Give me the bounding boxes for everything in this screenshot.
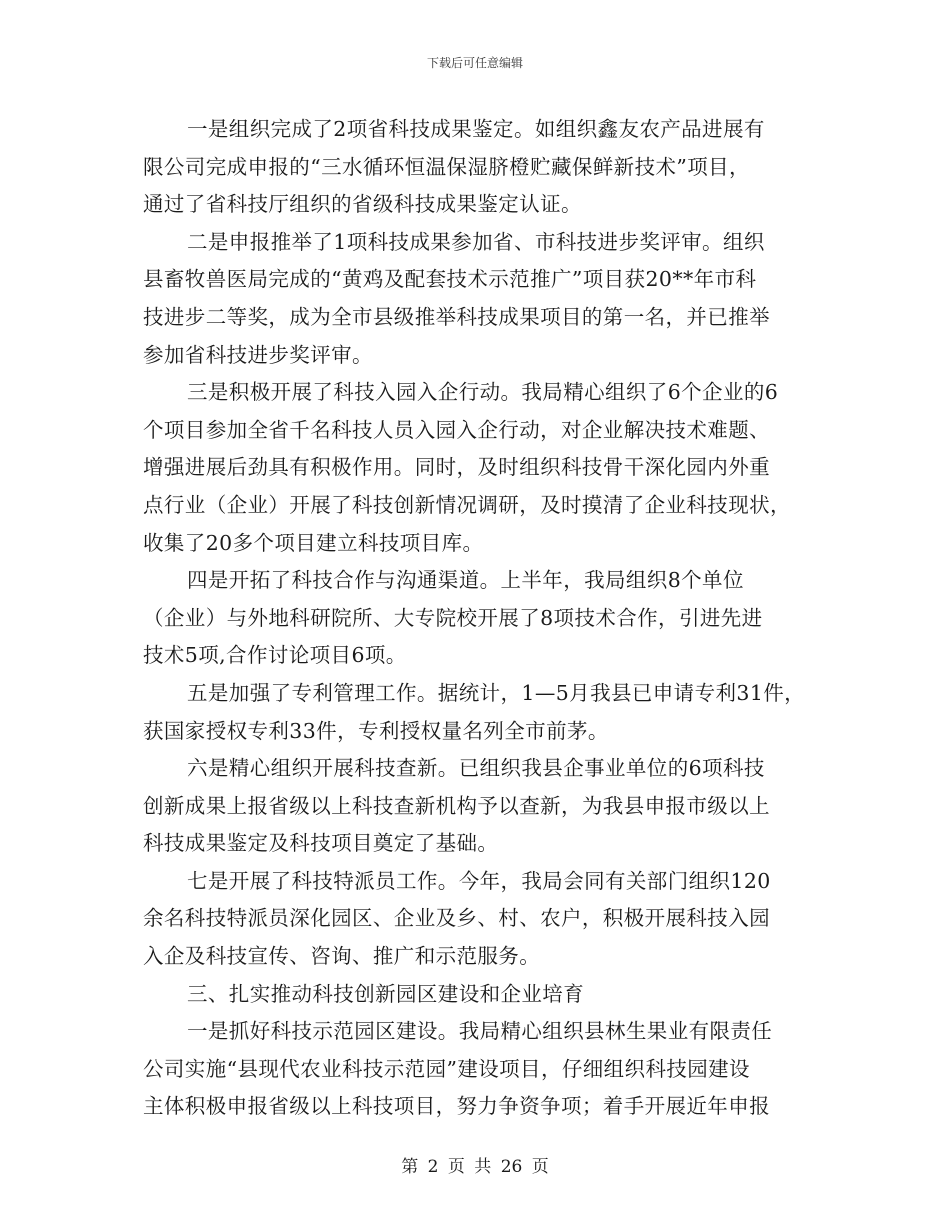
text-line: 增强进展后劲具有积极作用。同时，及时组织科技骨干深化园内外重 [143,455,770,480]
text-line: 技进步二等奖，成为全市县级推举科技成果项目的第一名，并已推举 [143,304,770,329]
page-number-footer: 第 2 页 共 26 页 [401,1157,549,1177]
text-line: 获国家授权专利33件，专利授权量名列全市前茅。 [143,718,609,743]
text-line: 二是申报推举了1项科技成果参加省、市科技进步奖评审。组织 [187,229,765,254]
text-line: 三、扎实推动科技创新园区建设和企业培育 [187,981,585,1006]
text-line: 技术5项,合作讨论项目6项。 [143,643,407,668]
text-line: 县畜牧兽医局完成的“黄鸡及配套技术示范推广”项目获20**年市科 [143,267,757,292]
text-line: 创新成果上报省级以上科技查新机构予以查新，为我县申报市级以上 [143,793,770,818]
text-line: 收集了20多个项目建立科技项目库。 [143,530,484,555]
text-line: 余名科技特派员深化园区、企业及乡、村、农户，积极开展科技入园 [143,906,770,931]
text-line: 点行业（企业）开展了科技创新情况调研，及时摸清了企业科技现状， [143,492,791,517]
text-line: 限公司完成申报的“三水循环恒温保湿脐橙贮藏保鲜新技术”项目， [143,154,750,179]
text-line: 入企及科技宣传、咨询、推广和示范服务。 [143,944,541,969]
document-body [143,111,833,1126]
text-line: 五是加强了专利管理工作。据统计，1—5月我县已申请专利31件， [187,680,806,705]
text-line: 四是开拓了科技合作与沟通渠道。上半年，我局组织8个单位 [187,568,744,593]
header-note: 下载后可任意编辑 [426,56,523,70]
text-line: 公司实施“县现代农业科技示范园”建设项目，仔细组织科技园建设 [143,1056,750,1081]
text-line: 六是精心组织开展科技查新。已组织我县企事业单位的6项科技 [187,756,765,781]
text-line: 一是抓好科技示范园区建设。我局精心组织县林生果业有限责任 [187,1019,773,1044]
text-line: 一是组织完成了2项省科技成果鉴定。如组织鑫友农产品进展有 [187,117,765,141]
text-line: 通过了省科技厅组织的省级科技成果鉴定认证。 [143,192,582,217]
text-line: 个项目参加全省千名科技人员入园入企行动，对企业解决技术难题、 [143,417,770,442]
text-line: 七是开展了科技特派员工作。今年，我局会同有关部门组织120 [187,868,771,893]
text-line: 主体积极申报省级以上科技项目，努力争资争项；着手开展近年申报 [143,1094,770,1119]
text-line: 三是积极开展了科技入园入企行动。我局精心组织了6个企业的6 [187,380,779,405]
text-line: 参加省科技进步奖评审。 [143,342,373,367]
text-line: 科技成果鉴定及科技项目奠定了基础。 [143,831,499,856]
text-line: （企业）与外地科研院所、大专院校开展了8项技术合作，引进先进 [143,605,763,630]
